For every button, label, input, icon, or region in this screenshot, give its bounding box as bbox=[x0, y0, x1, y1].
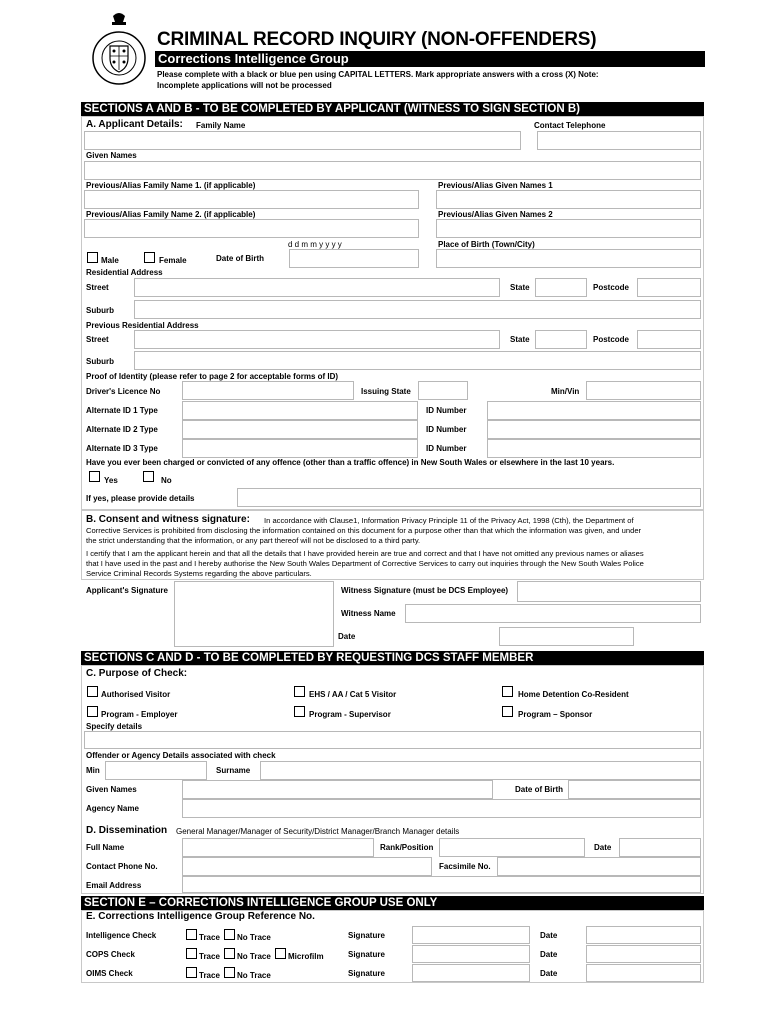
suburb-label: Suburb bbox=[86, 306, 114, 315]
section-a-heading: A. Applicant Details: bbox=[86, 119, 183, 130]
dissemination-date-field[interactable] bbox=[619, 838, 701, 857]
suburb-2-field[interactable] bbox=[134, 351, 701, 370]
cops-trace-checkbox[interactable] bbox=[186, 948, 197, 959]
witness-signature-label: Witness Signature (must be DCS Employee) bbox=[341, 586, 509, 595]
street-2-label: Street bbox=[86, 335, 109, 344]
oims-date-field[interactable] bbox=[586, 964, 701, 982]
suburb-2-label: Suburb bbox=[86, 357, 114, 366]
email-address-label: Email Address bbox=[86, 881, 142, 890]
yes-checkbox[interactable] bbox=[89, 471, 100, 482]
male-label: Male bbox=[101, 256, 119, 265]
surname-field[interactable] bbox=[260, 761, 701, 780]
section-b-frame bbox=[81, 510, 704, 580]
state-2-label: State bbox=[510, 335, 530, 344]
street-field[interactable] bbox=[134, 278, 500, 297]
prev-family-2-label: Previous/Alias Family Name 2. (if applicable) bbox=[86, 210, 256, 219]
offender-dob-field[interactable] bbox=[568, 780, 701, 799]
section-ab-band: SECTIONS A AND B - TO BE COMPLETED BY APPLICANT (WITNESS TO SIGN SECTION B) bbox=[81, 102, 704, 116]
ehs-label: EHS / AA / Cat 5 Visitor bbox=[309, 690, 397, 699]
cops-date-label: Date bbox=[540, 950, 558, 959]
section-d-text: General Manager/Manager of Security/District Manager/Branch Manager details bbox=[176, 827, 460, 836]
witness-date-field[interactable] bbox=[499, 627, 634, 646]
cops-no-trace-checkbox[interactable] bbox=[224, 948, 235, 959]
offender-given-names-label: Given Names bbox=[86, 785, 137, 794]
section-b-cert-2: that I have used in the past and I hereby authorise the New South Wales Department of Corrective Services to carry out inquiries through the New South Wales Police bbox=[86, 559, 644, 568]
cops-microfilm-checkbox[interactable] bbox=[275, 948, 286, 959]
cops-microfilm-label: Microfilm bbox=[288, 952, 324, 961]
cops-trace-label: Trace bbox=[199, 952, 220, 961]
male-checkbox[interactable] bbox=[87, 252, 98, 263]
section-b-cert-3: Service Criminal Records Systems regarding the above particulars. bbox=[86, 569, 312, 578]
intelligence-date-label: Date bbox=[540, 931, 558, 940]
postcode-field[interactable] bbox=[637, 278, 701, 297]
place-of-birth-field[interactable] bbox=[436, 249, 701, 268]
date-format-hint: d d m m y y y y bbox=[288, 240, 342, 249]
oims-no-trace-label: No Trace bbox=[237, 971, 271, 980]
prev-given-2-field[interactable] bbox=[436, 219, 701, 238]
intelligence-no-trace-checkbox[interactable] bbox=[224, 929, 235, 940]
witness-signature-field[interactable] bbox=[517, 581, 701, 602]
authorised-visitor-label: Authorised Visitor bbox=[101, 690, 171, 699]
section-b-text-1: In accordance with Clause1, Information Privacy Principle 11 of the Privacy Act, 1998 (Cth), the Department of bbox=[264, 516, 634, 525]
prev-given-1-label: Previous/Alias Given Names 1 bbox=[438, 181, 553, 190]
suburb-field[interactable] bbox=[134, 300, 701, 319]
date-of-birth-label: Date of Birth bbox=[216, 254, 264, 263]
drivers-licence-field[interactable] bbox=[182, 381, 354, 400]
prev-family-1-field[interactable] bbox=[84, 190, 419, 209]
date-of-birth-field[interactable] bbox=[289, 249, 419, 268]
oims-trace-checkbox[interactable] bbox=[186, 967, 197, 978]
home-detention-label: Home Detention Co-Resident bbox=[518, 690, 629, 699]
cops-no-trace-label: No Trace bbox=[237, 952, 271, 961]
offender-details-label: Offender or Agency Details associated with check bbox=[86, 751, 276, 760]
program-employer-checkbox[interactable] bbox=[87, 706, 98, 717]
oims-check-label: OIMS Check bbox=[86, 969, 133, 978]
section-cd-band: SECTIONS C AND D - TO BE COMPLETED BY REQUESTING DCS STAFF MEMBER bbox=[81, 651, 704, 665]
family-name-label: Family Name bbox=[196, 121, 246, 130]
program-supervisor-checkbox[interactable] bbox=[294, 706, 305, 717]
section-c-heading: C. Purpose of Check: bbox=[86, 668, 188, 679]
applicant-signature-label: Applicant's Signature bbox=[86, 586, 168, 595]
street-2-field[interactable] bbox=[134, 330, 500, 349]
witness-date-label: Date bbox=[338, 632, 356, 641]
min-field[interactable] bbox=[105, 761, 207, 780]
no-label: No bbox=[161, 476, 172, 485]
offender-dob-label: Date of Birth bbox=[515, 785, 563, 794]
section-b-cert-1: I certify that I am the applicant herein and that all the details that I have provided herein are true and correct and that I have not omitted any previous names or aliases bbox=[86, 549, 644, 558]
oims-signature-label: Signature bbox=[348, 969, 385, 978]
instruction-line-2: Incomplete applications will not be processed bbox=[157, 81, 332, 90]
drivers-licence-label: Driver's Licence No bbox=[86, 387, 161, 396]
alt-id-2-label: Alternate ID 2 Type bbox=[86, 425, 158, 434]
offender-given-names-field[interactable] bbox=[182, 780, 493, 799]
postcode-2-field[interactable] bbox=[637, 330, 701, 349]
oims-signature-field[interactable] bbox=[412, 964, 530, 982]
oims-date-label: Date bbox=[540, 969, 558, 978]
department-seal bbox=[86, 10, 152, 88]
email-address-field[interactable] bbox=[182, 876, 701, 893]
cops-check-label: COPS Check bbox=[86, 950, 135, 959]
intelligence-no-trace-label: No Trace bbox=[237, 933, 271, 942]
authorised-visitor-checkbox[interactable] bbox=[87, 686, 98, 697]
rank-position-field[interactable] bbox=[439, 838, 585, 857]
section-b-text-2: Corrective Services is prohibited from disclosing the information contained on this document for a purpose other than that which the information was given, and under bbox=[86, 526, 642, 535]
full-name-label: Full Name bbox=[86, 843, 125, 852]
program-sponsor-checkbox[interactable] bbox=[502, 706, 513, 717]
female-label: Female bbox=[159, 256, 187, 265]
contact-phone-field[interactable] bbox=[182, 857, 432, 876]
oims-trace-label: Trace bbox=[199, 971, 220, 980]
intelligence-date-field[interactable] bbox=[586, 926, 701, 944]
min-vin-label: Min/Vin bbox=[551, 387, 580, 396]
form-subtitle-band: Corrections Intelligence Group bbox=[155, 51, 705, 67]
cops-signature-label: Signature bbox=[348, 950, 385, 959]
rank-position-label: Rank/Position bbox=[380, 843, 434, 852]
id-number-3-field[interactable] bbox=[487, 439, 701, 458]
program-employer-label: Program - Employer bbox=[101, 710, 178, 719]
intelligence-signature-label: Signature bbox=[348, 931, 385, 940]
applicant-signature-field[interactable] bbox=[174, 581, 334, 647]
agency-name-label: Agency Name bbox=[86, 804, 139, 813]
min-label: Min bbox=[86, 766, 100, 775]
prev-given-2-label: Previous/Alias Given Names 2 bbox=[438, 210, 553, 219]
specify-details-label: Specify details bbox=[86, 722, 143, 731]
id-number-2-label: ID Number bbox=[426, 425, 467, 434]
alt-id-2-field[interactable] bbox=[182, 420, 418, 439]
if-yes-details-field[interactable] bbox=[237, 488, 701, 507]
given-names-field[interactable] bbox=[84, 161, 701, 180]
no-checkbox[interactable] bbox=[143, 471, 154, 482]
program-sponsor-label: Program – Sponsor bbox=[518, 710, 593, 719]
full-name-field[interactable] bbox=[182, 838, 374, 857]
witness-name-label: Witness Name bbox=[341, 609, 396, 618]
form-title: CRIMINAL RECORD INQUIRY (NON-OFFENDERS) bbox=[157, 29, 597, 50]
issuing-state-field[interactable] bbox=[418, 381, 468, 400]
cops-date-field[interactable] bbox=[586, 945, 701, 963]
ehs-checkbox[interactable] bbox=[294, 686, 305, 697]
prev-family-2-field[interactable] bbox=[84, 219, 419, 238]
section-e-band: SECTION E – CORRECTIONS INTELLIGENCE GROUP USE ONLY bbox=[81, 896, 704, 910]
previous-address-label: Previous Residential Address bbox=[86, 321, 199, 330]
postcode-label: Postcode bbox=[593, 283, 630, 292]
instruction-line-1: Please complete with a black or blue pen using CAPITAL LETTERS. Mark appropriate answers with a cross (X) Note: bbox=[157, 70, 599, 79]
witness-name-field[interactable] bbox=[405, 604, 701, 623]
street-label: Street bbox=[86, 283, 109, 292]
intelligence-check-label: Intelligence Check bbox=[86, 931, 157, 940]
alt-id-3-label: Alternate ID 3 Type bbox=[86, 444, 158, 453]
facsimile-field[interactable] bbox=[497, 857, 701, 876]
id-number-1-label: ID Number bbox=[426, 406, 467, 415]
yes-label: Yes bbox=[104, 476, 118, 485]
alt-id-1-field[interactable] bbox=[182, 401, 418, 420]
id-number-1-field[interactable] bbox=[487, 401, 701, 420]
oims-no-trace-checkbox[interactable] bbox=[224, 967, 235, 978]
facsimile-label: Facsimile No. bbox=[439, 862, 491, 871]
given-names-label: Given Names bbox=[86, 151, 137, 160]
home-detention-checkbox[interactable] bbox=[502, 686, 513, 697]
agency-name-field[interactable] bbox=[182, 799, 701, 818]
prev-family-1-label: Previous/Alias Family Name 1. (if applicable) bbox=[86, 181, 256, 190]
id-number-3-label: ID Number bbox=[426, 444, 467, 453]
intelligence-signature-field[interactable] bbox=[412, 926, 530, 944]
dissemination-date-label: Date bbox=[594, 843, 612, 852]
contact-telephone-label: Contact Telephone bbox=[534, 121, 606, 130]
section-e-heading: E. Corrections Intelligence Group Reference No. bbox=[86, 911, 315, 922]
if-yes-label: If yes, please provide details bbox=[86, 494, 195, 503]
alt-id-1-label: Alternate ID 1 Type bbox=[86, 406, 158, 415]
contact-phone-label: Contact Phone No. bbox=[86, 862, 158, 871]
state-label: State bbox=[510, 283, 530, 292]
program-supervisor-label: Program - Supervisor bbox=[309, 710, 391, 719]
surname-label: Surname bbox=[216, 766, 251, 775]
specify-details-field[interactable] bbox=[84, 731, 701, 749]
section-b-heading: B. Consent and witness signature: bbox=[86, 514, 250, 525]
cops-signature-field[interactable] bbox=[412, 945, 530, 963]
alt-id-3-field[interactable] bbox=[182, 439, 418, 458]
prev-given-1-field[interactable] bbox=[436, 190, 701, 209]
intelligence-trace-checkbox[interactable] bbox=[186, 929, 197, 940]
female-checkbox[interactable] bbox=[144, 252, 155, 263]
min-vin-field[interactable] bbox=[586, 381, 701, 400]
intelligence-trace-label: Trace bbox=[199, 933, 220, 942]
section-d-heading: D. Dissemination bbox=[86, 825, 168, 836]
place-of-birth-label: Place of Birth (Town/City) bbox=[438, 240, 535, 249]
proof-of-identity-label: Proof of Identity (please refer to page 2 for acceptable forms of ID) bbox=[86, 372, 339, 381]
state-2-field[interactable] bbox=[535, 330, 587, 349]
issuing-state-label: Issuing State bbox=[361, 387, 411, 396]
postcode-2-label: Postcode bbox=[593, 335, 630, 344]
family-name-field[interactable] bbox=[84, 131, 521, 150]
section-b-text-3: the strict understanding that the information, or any part thereof will not be disclosed to a third party. bbox=[86, 536, 421, 545]
charged-question: Have you ever been charged or convicted of any offence (other than a traffic offence) in New South Wales or elsewhere in the last 10 years. bbox=[86, 458, 615, 467]
residential-address-label: Residential Address bbox=[86, 268, 163, 277]
contact-telephone-field[interactable] bbox=[537, 131, 701, 150]
state-field[interactable] bbox=[535, 278, 587, 297]
id-number-2-field[interactable] bbox=[487, 420, 701, 439]
